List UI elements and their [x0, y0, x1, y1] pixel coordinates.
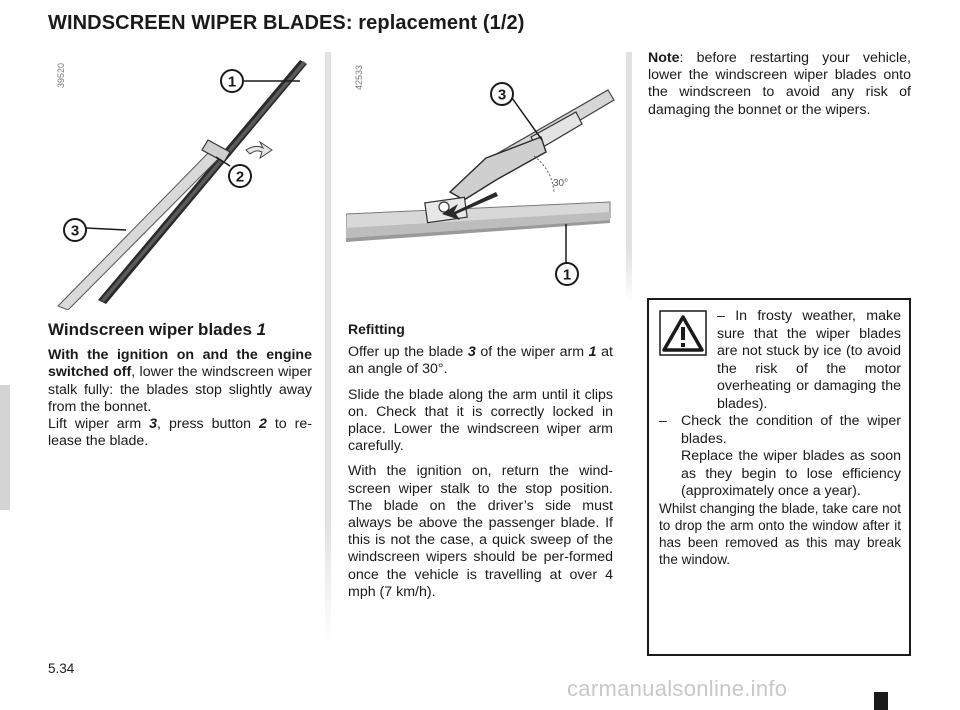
section-refitting	[348, 321, 613, 609]
callout-2	[229, 165, 251, 187]
watermark: carmanualsonline.info	[567, 676, 788, 701]
warning-list	[659, 308, 901, 501]
paragraph: With the ignition on and the engine switched off, lower the windscreen wiper stalk fully: the blades stop slightly away from the bonnet.	[48, 347, 313, 415]
chapter-tab	[0, 385, 10, 510]
paragraph: Lift wiper arm 3, press button 2 to re-lease the blade.	[48, 416, 313, 450]
angle-label: 30°	[553, 178, 569, 189]
svg-text:2: 2	[235, 168, 245, 186]
paragraph: Slide the blade along the arm until it clips on. Check that it is correctly locked in place. Lower the windscreen wiper arm carefully.	[348, 386, 613, 455]
callout-3	[491, 83, 513, 105]
page-title: WINDSCREEN WIPER BLADES: replacement (1/2)	[48, 12, 525, 34]
section-remove-blades	[48, 321, 312, 450]
section-heading: Refitting	[348, 321, 405, 337]
page-number: 5.34	[48, 661, 75, 676]
figure-ref-code: 42533	[354, 64, 364, 90]
warning-item: – Check the condition of the wiper blades. Replace the wiper blades as soon as they begin to lose efficiency (approximately once a year).	[659, 413, 901, 499]
column-separator-left	[325, 52, 331, 642]
column-separator-right	[626, 52, 632, 302]
paragraph: With the ignition on, return the wind-screen wiper stalk to the stop position. The blade on the driver’s side must always be above the passenger blade. If this is not the case, a quick sweep of the windscreen wipers should be per-formed once the vehicle is travelling at over 4 mph (7 km/h).	[348, 463, 613, 600]
svg-text:3: 3	[497, 86, 507, 104]
figure-ref-code: 39520	[56, 62, 66, 88]
warning-item: – In frosty weather, make sure that the wiper blades are not stuck by ice (to avoid the risk of the motor overheating or damaging the blades).	[717, 308, 902, 412]
callout-1	[556, 263, 578, 285]
svg-text:1: 1	[562, 266, 572, 284]
figure-wiper-blade-refitting	[346, 52, 616, 292]
callout-3	[64, 219, 86, 241]
warning-footer: Whilst changing the blade, take care not to drop the arm onto the window after it has been removed as this may break the window.	[659, 501, 901, 567]
corner-mark	[874, 692, 888, 710]
callout-1	[221, 70, 243, 92]
note-paragraph: Note: before restarting your vehicle, lower the windscreen wiper blades onto the windscreen to avoid any risk of damaging the bonnet or the wipers.	[648, 50, 911, 118]
section-heading: Windscreen wiper blades 1	[48, 320, 267, 339]
svg-text:3: 3	[70, 222, 80, 240]
paragraph: Offer up the blade 3 of the wiper arm 1 at an angle of 30°.	[348, 344, 613, 378]
warning-box	[647, 298, 911, 656]
figure-wiper-blade-removal	[48, 52, 318, 310]
svg-text:1: 1	[227, 73, 237, 91]
